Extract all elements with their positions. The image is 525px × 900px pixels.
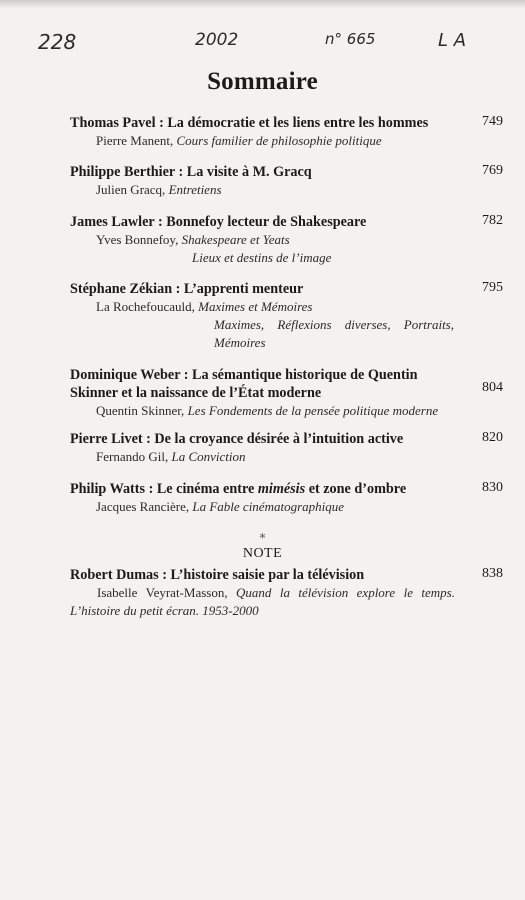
entry-title: James Lawler : Bonnefoy lecteur de Shakespeare	[70, 214, 367, 230]
entry-title: Stéphane Zékian : L’apprenti menteur	[70, 281, 304, 297]
entry-reference	[70, 132, 505, 150]
reviewed-work-2-cont: Mémoires	[214, 335, 266, 350]
entry-title: Robert Dumas : L’histoire saisie par la télévision	[70, 567, 365, 583]
reviewed-work: Shakespeare et Yeats	[181, 232, 290, 247]
page-number: 804	[482, 380, 503, 395]
reviewed-author: Fernando Gil,	[96, 449, 169, 464]
reviewed-work: Les Fondements de la pensée politique moderne	[187, 403, 439, 418]
toc-entry	[70, 213, 505, 267]
entry-title-emphasis: mimésis	[257, 481, 306, 497]
toc-entry	[70, 480, 505, 516]
reviewed-author: Pierre Manent,	[96, 133, 174, 148]
reviewed-author: Jacques Rancière,	[96, 499, 190, 514]
page-number: 749	[482, 114, 503, 129]
reviewed-work-2: Lieux et destins de l’image	[192, 250, 332, 265]
entry-reference	[70, 584, 455, 620]
page-title: Sommaire	[207, 68, 318, 95]
handwritten-initials: L A	[438, 30, 467, 51]
handwritten-year: 2002	[195, 30, 239, 50]
toc-entry	[70, 430, 505, 466]
toc-entry	[70, 566, 505, 620]
entry-reference	[70, 498, 505, 516]
reviewed-work: Maximes et Mémoires	[198, 299, 313, 314]
reviewed-author: Yves Bonnefoy,	[96, 232, 179, 247]
toc-entry	[70, 163, 505, 199]
section-heading: NOTE	[242, 546, 283, 561]
page-number: 782	[482, 213, 503, 228]
page-number: 795	[482, 280, 503, 295]
toc-entry	[70, 366, 505, 420]
entry-title: Philippe Berthier : La visite à M. Gracq	[70, 164, 312, 180]
reviewed-work: La Conviction	[171, 449, 246, 464]
toc-entry	[70, 114, 505, 150]
page-number: 820	[482, 430, 503, 445]
entry-reference	[70, 402, 505, 420]
entry-title: Dominique Weber : La sémantique historique de Quentin Skinner et la naissance de l’État moderne	[70, 367, 418, 401]
entry-title-part: Philip Watts : Le cinéma entre	[70, 481, 258, 497]
page-top-edge	[0, 0, 525, 9]
page-number: 838	[482, 566, 503, 581]
handwritten-number: 228	[38, 30, 77, 54]
section-separator: *	[259, 531, 266, 545]
reviewed-work: Cours familier de philosophie politique	[176, 133, 382, 148]
reviewed-author: La Rochefoucauld,	[96, 299, 195, 314]
reviewed-work-2: Maximes, Réflexions diverses, Portraits,	[214, 317, 454, 332]
entry-reference	[70, 298, 505, 316]
entry-reference	[70, 448, 505, 466]
reviewed-author: Isabelle Veyrat-Masson,	[97, 585, 228, 600]
reviewed-work: La Fable cinématographique	[192, 499, 345, 514]
entry-title-part: et zone d’ombre	[305, 481, 407, 497]
entry-reference	[70, 181, 505, 199]
entry-title: Thomas Pavel : La démocratie et les liens entre les hommes	[70, 115, 429, 131]
page-number: 769	[482, 163, 503, 178]
entry-title	[70, 480, 455, 498]
reviewed-work: Entretiens	[168, 182, 222, 197]
toc-entry	[70, 280, 505, 352]
page-number: 830	[482, 480, 503, 495]
reviewed-author: Julien Gracq,	[96, 182, 166, 197]
entry-title: Pierre Livet : De la croyance désirée à l’intuition active	[70, 431, 404, 447]
entry-reference	[70, 231, 505, 249]
handwritten-issue: n° 665	[325, 30, 376, 48]
reviewed-work: Quand la télévision explore le temps. L’histoire du petit écran. 1953-2000	[70, 585, 455, 618]
reviewed-author: Quentin Skinner,	[96, 403, 185, 418]
